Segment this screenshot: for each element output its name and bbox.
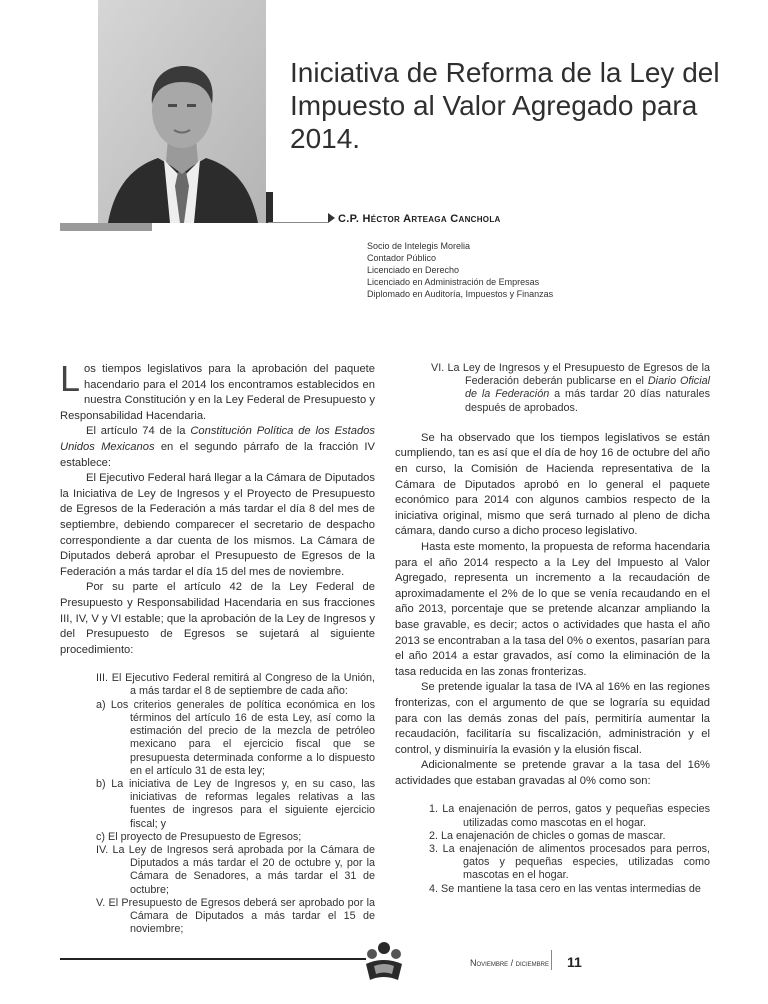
article-title: Iniciativa de Reforma de la Ley del Impuesto al Valor Agregado para 2014. <box>290 57 720 154</box>
issue-label: Noviembre / diciembre <box>470 958 550 968</box>
photo-decor-shadow <box>266 192 273 223</box>
drop-cap: L <box>60 358 81 399</box>
author-name: C.P. Héctor Arteaga Canchola <box>338 213 501 225</box>
paragraph-text: en el segundo párrafo de la fracción IV establece: <box>60 440 375 469</box>
list-item: 2. La enajenación de chicles o gomas de mascar. <box>429 829 666 842</box>
list-item: 3. La enajenación de alimentos procesados para perros, gatos y pequeñas especies, utilizadas como mascotas en el hogar. <box>429 843 710 882</box>
list-item: c) El proyecto de Presupuesto de Egresos; <box>96 830 302 843</box>
list-item: 4. Se mantiene la tasa cero en las ventas intermedias de <box>429 882 701 895</box>
intro-text: os tiempos legislativos para la aprobación del paquete hacendario para el 2014 los encontramos establecidos en nuestra Constitución y en la Ley Federal de Presupuesto y Responsabilidad Hacendaria. <box>60 363 375 422</box>
credential-item: Contador Público <box>367 253 437 263</box>
paragraph: Se pretende igualar la tasa de IVA al 16% en las regiones fronterizas, con el argumento de que se lograría su equidad para con las demás zonas del país, permitiría aumentar la recaudación, facilitaría su fiscalización, administración y el control, y disminuiría la evasión y la elusión fiscal. <box>395 681 710 756</box>
list-item: IV. La Ley de Ingresos será aprobada por la Cámara de Diputados a más tardar el 20 de octubre y, por la Cámara de Senadores, a más tardar el 31 de octubre; <box>96 843 375 896</box>
list-text: a más tardar 20 días naturales después de aprobados. <box>465 388 710 414</box>
paragraph: Se ha observado que los tiempos legislativos se están cumpliendo, tan es así que el día de hoy 16 de octubre del año en curso, la Comisión de Hacienda representativa de la Cámara de Diputados aprobó en lo general el paquete económico para 2014 con algunos cambios respecto de la iniciativa original, mismo que será turnado al pleno de dicha cámara, dando curso a dicho proceso legislativo. <box>395 431 710 538</box>
magazine-logo-icon <box>360 940 408 982</box>
arrow-right-icon <box>328 213 335 223</box>
paragraph-text: El artículo 74 de la <box>86 425 191 438</box>
author-byline <box>328 213 501 225</box>
list-item: III. El Ejecutivo Federal remitirá al Congreso de la Unión, a más tardar el 8 de septiembre de cada año: <box>96 672 375 698</box>
list-item: b) La iniciativa de Ley de Ingresos y, en su caso, las iniciativas de reformas legales relativas a las fuentes de ingresos para el siguiente ejercicio fiscal; y <box>96 777 375 830</box>
credential-item: Licenciado en Administración de Empresas <box>367 277 540 287</box>
paragraph: El Ejecutivo Federal hará llegar a la Cámara de Diputados la Iniciativa de Ley de Ingresos y el Proyecto de Presupuesto de Egresos de la Federación a más tardar el día 8 del mes de septiembre, debiendo comparecer el secretario de despacho correspondiente a dar cuenta de los mismos. La Cámara de Diputados deberá aprobar el Presupuesto de Egresos de la Federación a más tardar el día 15 del mes de noviembre. <box>60 472 375 578</box>
numbered-list <box>429 803 710 895</box>
list-text: VI. La Ley de Ingresos y el Presupuesto de Egresos de la Federación deberán publicarse en el <box>431 362 710 388</box>
paragraph: Adicionalmente se pretende gravar a la tasa del 16% actividades que estaban gravadas al 0% como son: <box>395 759 710 787</box>
credential-item: Licenciado en Derecho <box>367 265 460 275</box>
paragraph-emphasis: Constitución Política de los Estados Unidos Mexicanos <box>60 425 375 453</box>
paragraph: Por su parte el artículo 42 de la Ley Federal de Presupuesto y Responsabilidad Hacendaria en sus fracciones III, IV, V y VI estable; que la aprobación de la Ley de Ingresos y del Presupuesto de Egresos se sujetará al siguiente procedimiento: <box>60 581 375 656</box>
photo-decor-strip <box>60 223 152 231</box>
credential-item: Diplomado en Auditoría, Impuestos y Finanzas <box>367 289 554 299</box>
list-emphasis: Diario Oficial de la Federación <box>465 375 710 401</box>
law-list <box>431 362 710 415</box>
author-photo <box>98 0 266 223</box>
footer-separator <box>551 950 552 970</box>
paragraph <box>60 424 375 471</box>
author-credentials <box>367 240 553 300</box>
author-rule <box>268 222 328 223</box>
footer-rule <box>60 958 366 960</box>
list-item <box>431 362 710 415</box>
credential-item: Socio de Intelegis Morelia <box>367 241 471 251</box>
paragraph: Hasta este momento, la propuesta de reforma hacendaria para el año 2014 respecto a la Ley del Impuesto al Valor Agregado, representa un incremento a la recaudación de aproximadamente el 2% de lo que se venía recaudando en el año 2013, porcentaje que se pretende alcanzar ampliando la base gravable, es decir; actos o actividades que hasta el año 2013 se encontraban a la tasa del 0% o exentos, pasarían para el año 2014 a estar gravados, así como la eliminación de la tasa reducida en las zonas fronterizas. <box>395 540 710 678</box>
left-column <box>60 358 375 936</box>
right-column <box>395 362 710 896</box>
list-item: a) Los criterios generales de política económica en los términos del artículo 16 de esta Ley, así como la estimación del precio de la mezcla de petróleo mexicano para el ejercicio fiscal que se presupuesta determinada conforme a lo dispuesto en el artículo 31 de esta ley; <box>96 698 375 777</box>
list-item: V. El Presupuesto de Egresos deberá ser aprobado por la Cámara de Diputados a más tardar el 15 de noviembre; <box>96 896 375 936</box>
law-list <box>96 672 375 936</box>
intro-paragraph <box>60 358 375 424</box>
page-number: 11 <box>567 954 582 970</box>
list-item: 1. La enajenación de perros, gatos y pequeñas especies utilizadas como mascotas en el hogar. <box>429 803 710 829</box>
